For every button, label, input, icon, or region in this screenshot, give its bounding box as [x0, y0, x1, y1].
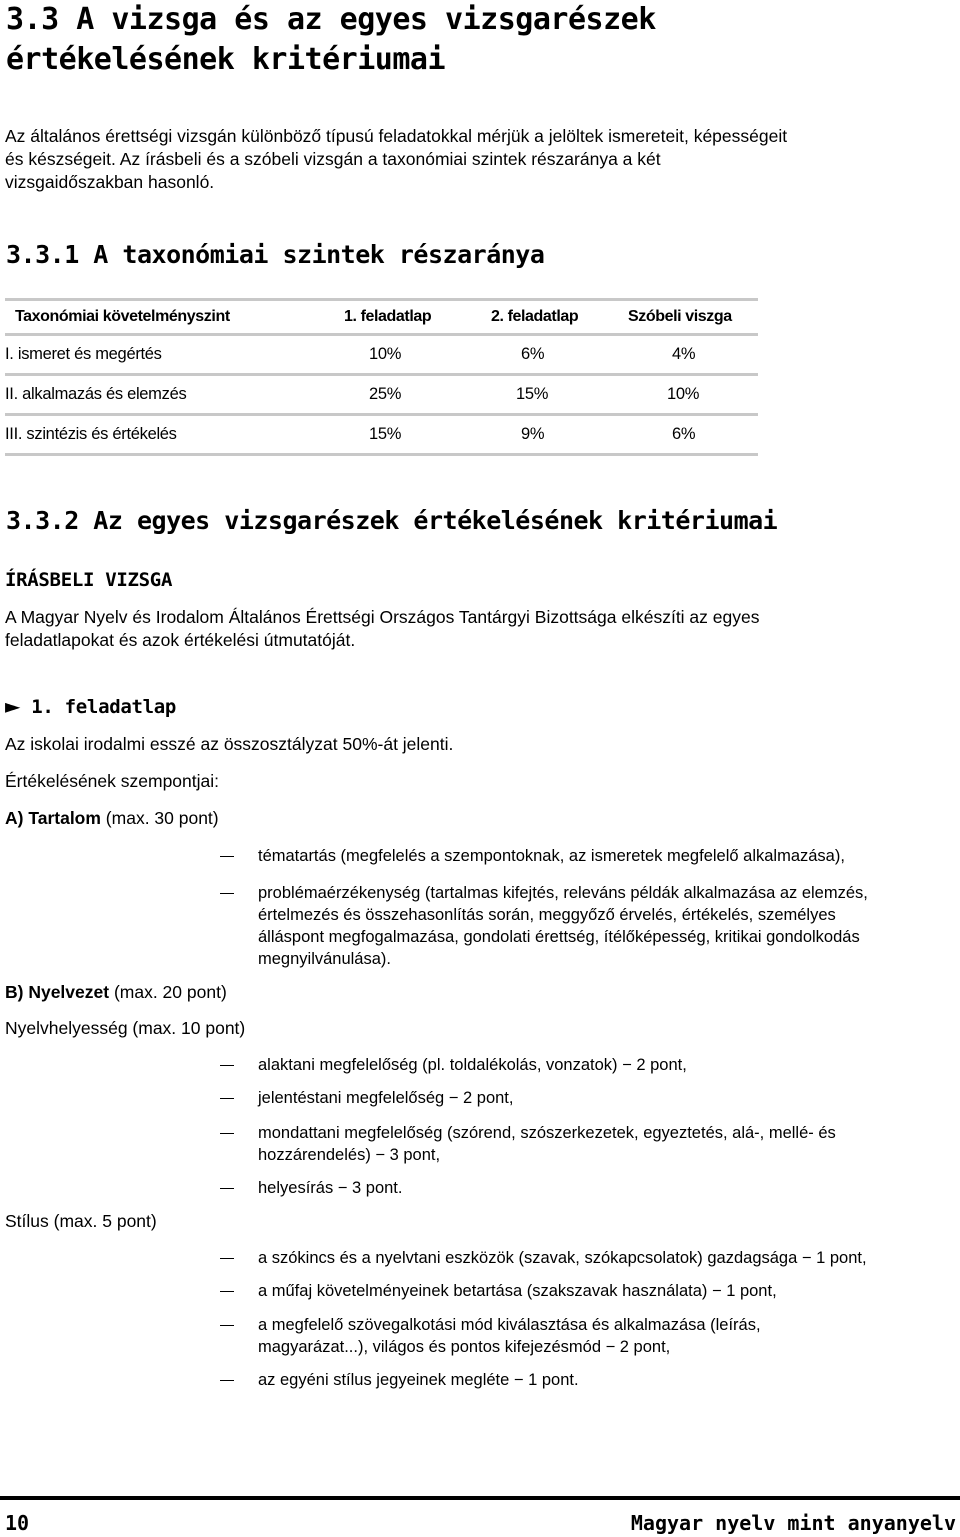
list-item-line: hozzárendelés) − 3 pont,	[258, 1146, 441, 1164]
content-label: A) Tartalom	[5, 808, 101, 828]
dash-marker	[220, 893, 234, 894]
page-heading	[6, 0, 656, 80]
intro-paragraph	[5, 125, 787, 194]
table-header: Taxonómiai követelményszint	[5, 300, 344, 335]
dash-marker	[220, 1291, 234, 1292]
taxonomy-table	[5, 298, 758, 456]
task-description: Az iskolai irodalmi esszé az összosztályzat 50%-át jelenti.	[5, 734, 454, 754]
language-points: (max. 20 pont)	[109, 982, 227, 1002]
list-item-line: problémaérzékenység (tartalmas kifejtés, releváns példák alkalmazása az elemzés,	[258, 884, 868, 902]
written-exam-title: ÍRÁSBELI VIZSGA	[5, 569, 173, 591]
page-heading-line1: 3.3 A vizsga és az egyes vizsgarészek	[6, 2, 656, 37]
list-item-line: magyarázat...), világos és pontos kifejezésmód − 2 pont,	[258, 1338, 671, 1356]
dash-marker	[220, 1188, 234, 1189]
list-item	[258, 845, 958, 867]
list-item	[258, 1280, 958, 1302]
list-item-line: megnyilvánulása).	[258, 950, 391, 968]
list-item	[258, 1314, 958, 1358]
content-heading	[5, 807, 219, 830]
list-item	[258, 1247, 958, 1269]
criteria-label: Értékelésének szempontjai:	[5, 771, 219, 791]
arrow-right-icon: ►	[5, 694, 21, 718]
list-item-line: mondattani megfelelőség (szórend, szószerkezetek, egyeztetés, alá-, mellé- és	[258, 1124, 836, 1142]
table-cell: I. ismeret és megértés	[5, 335, 344, 375]
page-heading-line2: értékelésének kritériumai	[6, 42, 446, 77]
page-number: 10	[5, 1511, 30, 1535]
dash-marker	[220, 1133, 234, 1134]
task-title	[5, 694, 176, 719]
table-header: 1. feladatlap	[344, 300, 489, 335]
table-cell: 6%	[628, 415, 758, 455]
table-cell: 25%	[344, 375, 489, 415]
written-exam-paragraph	[5, 606, 759, 652]
paragraph-line: A Magyar Nyelv és Irodalom Általános Érettségi Országos Tantárgyi Bizottsága elkészíti az egyes	[5, 607, 760, 627]
footer-title: Magyar nyelv mint anyanyelv	[630, 1511, 956, 1535]
list-item-line: jelentéstani megfelelőség − 2 pont,	[258, 1089, 514, 1107]
list-item-line: álláspont megfogalmazása, gondolati érettség, ítélőképesség, kritikai gondolkodás	[258, 928, 860, 946]
list-item-line: a szókincs és a nyelvtani eszközök (szavak, szókapcsolatok) gazdagsága − 1 pont,	[258, 1249, 867, 1267]
dash-marker	[220, 856, 234, 857]
list-item	[258, 1054, 958, 1076]
language-heading	[5, 981, 227, 1004]
list-item	[258, 1177, 958, 1199]
list-item	[258, 1369, 958, 1391]
list-item	[258, 1122, 958, 1166]
intro-line: Az általános érettségi vizsgán különböző típusú feladatokkal mérjük a jelöltek ismereteit, képességeit	[5, 126, 788, 146]
language-label: B) Nyelvezet	[5, 982, 110, 1002]
table-cell: III. szintézis és értékelés	[5, 415, 344, 455]
dash-marker	[220, 1065, 234, 1066]
dash-marker	[220, 1258, 234, 1259]
task-title-text: 1. feladatlap	[31, 696, 177, 718]
table-cell: 4%	[628, 335, 758, 375]
table-cell: 9%	[489, 415, 628, 455]
list-item-line: az egyéni stílus jegyeinek megléte − 1 pont.	[258, 1371, 579, 1389]
paragraph-line: feladatlapokat és azok értékelési útmutatóját.	[5, 630, 356, 650]
table-cell: 10%	[344, 335, 489, 375]
list-item-line: alaktani megfelelőség (pl. toldalékolás, vonzatok) − 2 pont,	[258, 1056, 687, 1074]
content-points: (max. 30 pont)	[100, 808, 219, 828]
list-item	[258, 1087, 958, 1109]
table-cell: 15%	[489, 375, 628, 415]
section-title-taxonomy: 3.3.1 A taxonómiai szintek részaránya	[6, 240, 545, 269]
table-cell: 10%	[628, 375, 758, 415]
intro-line: és készségeit. Az írásbeli és a szóbeli vizsgán a taxonómiai szintek részaránya a két	[5, 149, 661, 169]
table-header-row	[5, 300, 758, 335]
table-header: Szóbeli viszga	[628, 300, 758, 335]
intro-line: vizsgaidőszakban hasonló.	[5, 172, 215, 192]
list-item	[258, 882, 958, 970]
table-row	[5, 415, 758, 455]
correctness-heading: Nyelvhelyesség (max. 10 pont)	[5, 1018, 246, 1038]
footer-rule	[0, 1496, 960, 1500]
list-item-line: a műfaj követelményeinek betartása (szakszavak használata) − 1 pont,	[258, 1282, 777, 1300]
list-item-line: értelmezés és összehasonlítás során, meggyőző érvelés, értékelés, személyes	[258, 906, 836, 924]
style-heading: Stílus (max. 5 pont)	[5, 1211, 157, 1231]
table-row	[5, 375, 758, 415]
table-cell: 6%	[489, 335, 628, 375]
list-item-line: tématartás (megfelelés a szempontoknak, az ismeretek megfelelő alkalmazása),	[258, 847, 845, 865]
table-cell: II. alkalmazás és elemzés	[5, 375, 344, 415]
list-item-line: helyesírás − 3 pont.	[258, 1179, 403, 1197]
list-item-line: a megfelelő szövegalkotási mód kiválasztása és alkalmazása (leírás,	[258, 1316, 761, 1334]
dash-marker	[220, 1098, 234, 1099]
table-header: 2. feladatlap	[489, 300, 628, 335]
table-row	[5, 335, 758, 375]
dash-marker	[220, 1325, 234, 1326]
dash-marker	[220, 1380, 234, 1381]
table-cell: 15%	[344, 415, 489, 455]
section-title-criteria: 3.3.2 Az egyes vizsgarészek értékelésének kritériumai	[6, 506, 778, 535]
